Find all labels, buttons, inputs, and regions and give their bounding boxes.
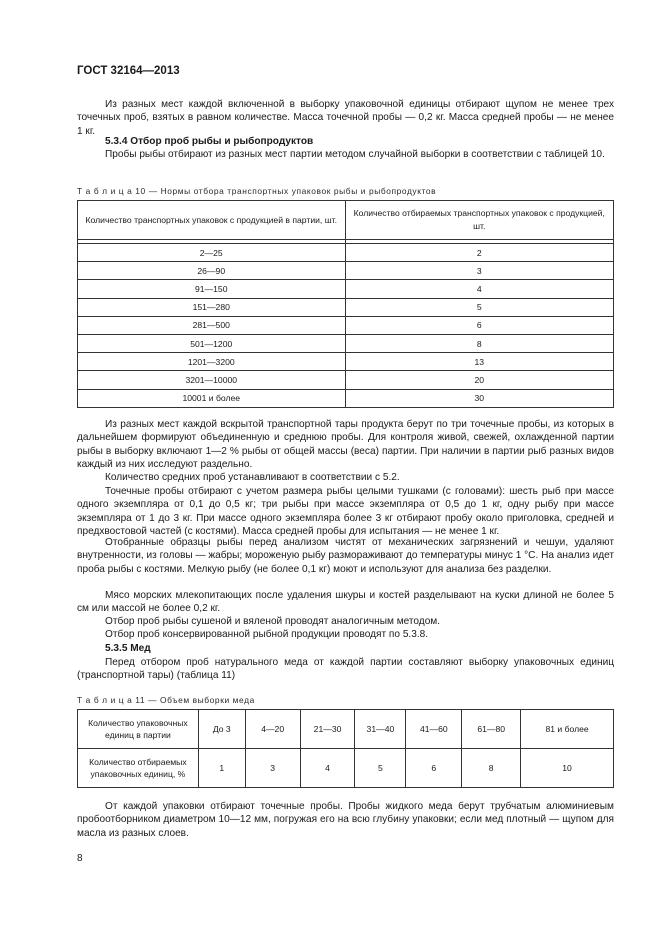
table-10-cell-lot-range: 151—280 (78, 298, 346, 316)
paragraph-dried-fish: Отбор проб рыбы сушеной и вяленой проводят аналогичным методом. (105, 616, 441, 627)
table-11-cell-percent: 6 (406, 749, 462, 788)
table-11-cell-percent: 8 (462, 749, 521, 788)
table-11-cell-percent: 5 (355, 749, 406, 788)
table-11-label-lot: Количество упаковочных единиц в партии (78, 710, 199, 749)
paragraph-honey-point-samples: От каждой упаковки отбирают точечные пробы. Пробы жидкого меда берут трубчатым алюминиевым пробоотборником диаметром 10—12 мм, погружая его на всю глубину упаковки; если мед плотный — щупом для масла из разных слоев. (77, 801, 614, 839)
paragraph-point-samples-transport: Из разных мест каждой вскрытой транспортной тары продукта берут по три точечные пробы, из которых в дальнейшем формируют объединенную и среднюю пробы. Для контроля живой, свежей, охлажденной партии рыбы в выборку включают 1—2 % рыбы от общей массы (веса) партии. При наличии в партии рыб разных видов каждый из них исследуют раздельно. (77, 419, 614, 470)
table-10-header-sample-count: Количество отбираемых транспортных упаковок с продукцией, шт. (345, 201, 614, 240)
table-10-cell-sample-count: 5 (345, 298, 614, 316)
table-10-cell-lot-range: 91—150 (78, 280, 346, 298)
table-11-cell-percent: 10 (521, 749, 614, 788)
paragraph-fish-random-sampling: Пробы рыбы отбирают из разных мест партии методом случайной выборки в соответствии с таблицей 10. (105, 149, 605, 160)
table-row (78, 389, 614, 407)
table-row (78, 244, 614, 262)
table-10-cell-lot-range: 281—500 (78, 316, 346, 334)
table-10-caption: Т а б л и ц а 10 — Нормы отбора транспортных упаковок рыбы и рыбопродуктов (77, 186, 437, 196)
table-11-cell-lot-range: 31—40 (355, 710, 406, 749)
paragraph-sample-preparation: Отобранные образцы рыбы перед анализом чистят от механических загрязнений и чешуи, удаляют внутренности, из головы — жабры; мороженую рыбу размораживают до температуры минус 1 °С. На анализ идет проба рыбы с костями. Мелкую рыбу (не более 0,1 кг) моют и используют для анализа без разделки. (77, 537, 614, 575)
table-10-cell-sample-count: 8 (345, 334, 614, 352)
table-row (78, 334, 614, 352)
table-10-cell-sample-count: 20 (345, 371, 614, 389)
table-10-cell-lot-range: 3201—10000 (78, 371, 346, 389)
paragraph-average-samples: Количество средних проб устанавливают в соответствии с 5.2. (105, 472, 400, 483)
table-10 (77, 200, 614, 408)
page-number: 8 (77, 853, 83, 864)
table-10-cell-sample-count: 3 (345, 262, 614, 280)
table-row (78, 298, 614, 316)
table-10-header-lot-count: Количество транспортных упаковок с продукцией в партии, шт. (78, 201, 346, 240)
table-row (78, 371, 614, 389)
paragraph-sampling-probe: Из разных мест каждой включенной в выборку упаковочной единицы отбирают щупом не менее трех точечных проб, взятых в равном количестве. Масса точечной пробы — 0,2 кг. Масса средней пробы — не менее 1 кг. (77, 99, 614, 137)
table-row (78, 280, 614, 298)
table-11-cell-lot-range: 41—60 (406, 710, 462, 749)
table-11-cell-lot-range: 61—80 (462, 710, 521, 749)
table-10-cell-lot-range: 10001 и более (78, 389, 346, 407)
table-11-cell-lot-range: 81 и более (521, 710, 614, 749)
table-row (78, 316, 614, 334)
table-10-body (78, 244, 614, 408)
section-heading-5-3-5: 5.3.5 Мед (105, 643, 151, 654)
table-10-cell-lot-range: 1201—3200 (78, 353, 346, 371)
paragraph-point-samples-size: Точечные пробы отбирают с учетом размера рыбы целыми тушками (с головами): шесть рыб при массе одного экземпляра от 0,1 до 0,5 кг; три рыбы при массе экземпляра от 0,5 до 1 кг, одну рыбу при массе экземпляра от 1 до 3 кг. При массе одного экземпляра более 3 кг отбирают пробу около приголовка, средней и предхвостовой частей (с костями). Масса средней пробы для испытания — не менее 1 кг. (77, 486, 614, 537)
paragraph-canned-fish: Отбор проб консервированной рыбной продукции проводят по 5.3.8. (105, 629, 429, 640)
table-10-cell-sample-count: 6 (345, 316, 614, 334)
table-11-cell-percent: 1 (198, 749, 245, 788)
table-11-row-lot (78, 710, 614, 749)
table-10-cell-sample-count: 4 (345, 280, 614, 298)
table-10-cell-lot-range: 2—25 (78, 244, 346, 262)
table-11-cell-lot-range: 4—20 (245, 710, 300, 749)
table-10-cell-lot-range: 501—1200 (78, 334, 346, 352)
table-11-label-sample: Количество отбираемых упаковочных единиц, % (78, 749, 199, 788)
table-11-cell-percent: 3 (245, 749, 300, 788)
table-row (78, 353, 614, 371)
table-11 (77, 709, 614, 788)
standard-number: ГОСТ 32164—2013 (77, 65, 180, 77)
table-11-cell-lot-range: До 3 (198, 710, 245, 749)
section-heading-5-3-4: 5.3.4 Отбор проб рыбы и рыбопродуктов (105, 136, 314, 147)
paragraph-marine-mammals: Мясо морских млекопитающих после удаления шкуры и костей разделывают на куски длиной не более 5 см или массой не более 0,2 кг. (77, 590, 614, 615)
table-11-cell-percent: 4 (300, 749, 355, 788)
table-11-row-sample (78, 749, 614, 788)
table-10-cell-sample-count: 2 (345, 244, 614, 262)
paragraph-honey-sampling: Перед отбором проб натурального меда от каждой партии составляют выборку упаковочных единиц (транспортной тары) (таблица 11) (77, 657, 614, 682)
table-11-cell-lot-range: 21—30 (300, 710, 355, 749)
table-10-cell-sample-count: 30 (345, 389, 614, 407)
table-row (78, 262, 614, 280)
table-10-cell-sample-count: 13 (345, 353, 614, 371)
table-10-cell-lot-range: 26—90 (78, 262, 346, 280)
table-11-caption: Т а б л и ц а 11 — Объем выборки меда (77, 695, 255, 705)
